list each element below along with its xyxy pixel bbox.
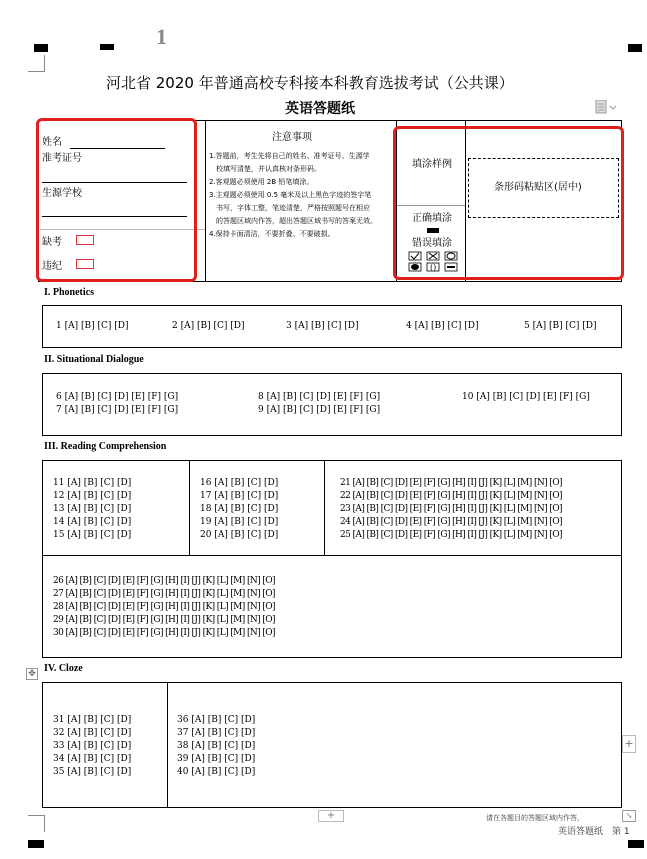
answer-row[interactable]: 27 [A] [B] [C] [D] [E] [F] [G] [H] [I] [J] [K] [L] [M] [N] [O] [53, 589, 275, 599]
notes-list [209, 150, 395, 241]
registration-mark [628, 840, 644, 848]
svg-text:(): () [430, 263, 437, 272]
answer-row[interactable]: 29 [A] [B] [C] [D] [E] [F] [G] [H] [I] [J] [K] [L] [M] [N] [O] [53, 615, 275, 625]
resize-handle-icon[interactable]: ↘ [622, 810, 636, 822]
wrong-fill-label: 错误填涂 [412, 238, 452, 249]
answer-row[interactable]: 3 [A] [B] [C] [D] [286, 321, 359, 331]
exam-id-label: 准考证号 [42, 153, 82, 164]
dialogue-column [258, 391, 380, 417]
dialogue-column [56, 391, 178, 417]
answer-row[interactable]: 13 [A] [B] [C] [D] [53, 504, 132, 514]
answer-row[interactable]: 11 [A] [B] [C] [D] [53, 478, 132, 488]
page-corner-mark [28, 55, 45, 72]
answer-row[interactable]: 24 [A] [B] [C] [D] [E] [F] [G] [H] [I] [J] [K] [L] [M] [N] [O] [340, 517, 562, 527]
answer-row[interactable]: 14 [A] [B] [C] [D] [53, 517, 132, 527]
page-number: 1 [156, 24, 167, 49]
reading-column [53, 575, 275, 640]
cloze-column [53, 714, 131, 779]
registration-mark [628, 44, 642, 52]
answer-row[interactable]: 21 [A] [B] [C] [D] [E] [F] [G] [H] [I] [J] [K] [L] [M] [N] [O] [340, 478, 562, 488]
answer-row[interactable]: 28 [A] [B] [C] [D] [E] [F] [G] [H] [I] [J] [K] [L] [M] [N] [O] [53, 602, 275, 612]
barcode-label: 条形码粘贴区(居中) [494, 182, 582, 193]
answer-row[interactable]: 37 [A] [B] [C] [D] [177, 728, 256, 738]
answer-row[interactable]: 35 [A] [B] [C] [D] [53, 767, 132, 777]
answer-row[interactable]: 19 [A] [B] [C] [D] [200, 517, 279, 527]
cloze-column [177, 714, 255, 779]
highlight-box [36, 118, 197, 282]
section-heading: I. Phonetics [44, 287, 94, 298]
registration-mark [28, 840, 44, 848]
note-item: 3.主观题必须使用 0.5 毫米及以上黑色字迹的签字笔 [209, 191, 372, 199]
answer-row[interactable]: 6 [A] [B] [C] [D] [E] [F] [G] [56, 392, 179, 402]
dialogue-column [462, 391, 590, 404]
registration-mark [34, 44, 48, 52]
name-label: 姓名 [42, 137, 62, 148]
answer-row[interactable]: 39 [A] [B] [C] [D] [177, 754, 256, 764]
answer-row[interactable]: 20 [A] [B] [C] [D] [200, 530, 279, 540]
correct-fill-label: 正确填涂 [412, 213, 452, 224]
answer-row[interactable]: 23 [A] [B] [C] [D] [E] [F] [G] [H] [I] [J] [K] [L] [M] [N] [O] [340, 504, 562, 514]
note-item: 的答题区域内作答，超出答题区域书写的答案无效。 [209, 217, 377, 225]
answer-row[interactable]: 5 [A] [B] [C] [D] [524, 321, 597, 331]
answer-row[interactable]: 30 [A] [B] [C] [D] [E] [F] [G] [H] [I] [J] [K] [L] [M] [N] [O] [53, 628, 275, 638]
answer-row[interactable]: 32 [A] [B] [C] [D] [53, 728, 132, 738]
answer-row[interactable]: 7 [A] [B] [C] [D] [E] [F] [G] [56, 405, 179, 415]
note-item: 1.答题前，考生先将自己的姓名、准考证号、生源学 [209, 152, 370, 160]
answer-row[interactable]: 31 [A] [B] [C] [D] [53, 715, 132, 725]
answer-row[interactable]: 34 [A] [B] [C] [D] [53, 754, 132, 764]
answer-row[interactable]: 1 [A] [B] [C] [D] [56, 321, 129, 331]
note-item: 4.保持卡面清洁，不要折叠、不要破损。 [209, 230, 335, 238]
reading-column [340, 477, 562, 542]
answer-row[interactable]: 18 [A] [B] [C] [D] [200, 504, 279, 514]
answer-row[interactable]: 10 [A] [B] [C] [D] [E] [F] [G] [462, 392, 590, 402]
answer-row[interactable]: 16 [A] [B] [C] [D] [200, 478, 279, 488]
page-subtitle: 英语答题纸 [285, 101, 355, 117]
highlight-box [393, 126, 624, 280]
move-handle-icon[interactable]: ✥ [26, 668, 38, 680]
answer-row[interactable]: 15 [A] [B] [C] [D] [53, 530, 132, 540]
section-heading: III. Reading Comprehension [44, 441, 167, 452]
answer-row[interactable]: 33 [A] [B] [C] [D] [53, 741, 132, 751]
absent-label: 缺考 [42, 237, 62, 248]
page-corner-mark [28, 815, 45, 832]
page-title: 河北省 2020 年普通高校专科接本科教育选拔考试（公共课） [106, 74, 514, 92]
answer-row[interactable]: 36 [A] [B] [C] [D] [177, 715, 256, 725]
note-item: 2.客观题必须使用 2B 铅笔填涂。 [209, 178, 314, 186]
reading-column [53, 477, 131, 542]
answer-row[interactable]: 9 [A] [B] [C] [D] [E] [F] [G] [258, 405, 381, 415]
answer-row[interactable]: 22 [A] [B] [C] [D] [E] [F] [G] [H] [I] [J] [K] [L] [M] [N] [O] [340, 491, 562, 501]
footer-label: 英语答题纸 第 1 [558, 827, 630, 837]
registration-mark [100, 44, 114, 50]
footer-note: 请在各题目的答题区域内作答， [486, 814, 584, 822]
fill-example-label: 填涂样例 [412, 159, 452, 170]
answer-row[interactable]: 38 [A] [B] [C] [D] [177, 741, 256, 751]
answer-row[interactable]: 26 [A] [B] [C] [D] [E] [F] [G] [H] [I] [J] [K] [L] [M] [N] [O] [53, 576, 275, 586]
answer-row[interactable]: 40 [A] [B] [C] [D] [177, 767, 256, 777]
section-heading: II. Situational Dialogue [44, 354, 144, 365]
answer-row[interactable]: 25 [A] [B] [C] [D] [E] [F] [G] [H] [I] [J] [K] [L] [M] [N] [O] [340, 530, 562, 540]
answer-row[interactable]: 12 [A] [B] [C] [D] [53, 491, 132, 501]
add-row-button[interactable]: + [318, 810, 344, 822]
reading-column [200, 477, 278, 542]
school-label: 生源学校 [42, 188, 82, 199]
document-options-icon[interactable] [595, 99, 619, 113]
answer-row[interactable]: 2 [A] [B] [C] [D] [172, 321, 245, 331]
section-heading: IV. Cloze [44, 663, 83, 674]
answer-row[interactable]: 8 [A] [B] [C] [D] [E] [F] [G] [258, 392, 381, 402]
notes-title: 注意事项 [272, 132, 312, 143]
note-item: 校填写清楚，并认真核对条形码。 [209, 165, 321, 173]
add-column-button[interactable]: + [622, 735, 636, 753]
note-item: 书写，字体工整，笔迹清楚，严格按照题号在相应 [209, 204, 370, 212]
violation-label: 违纪 [42, 261, 62, 272]
answer-row[interactable]: 17 [A] [B] [C] [D] [200, 491, 279, 501]
answer-row[interactable]: 4 [A] [B] [C] [D] [406, 321, 479, 331]
